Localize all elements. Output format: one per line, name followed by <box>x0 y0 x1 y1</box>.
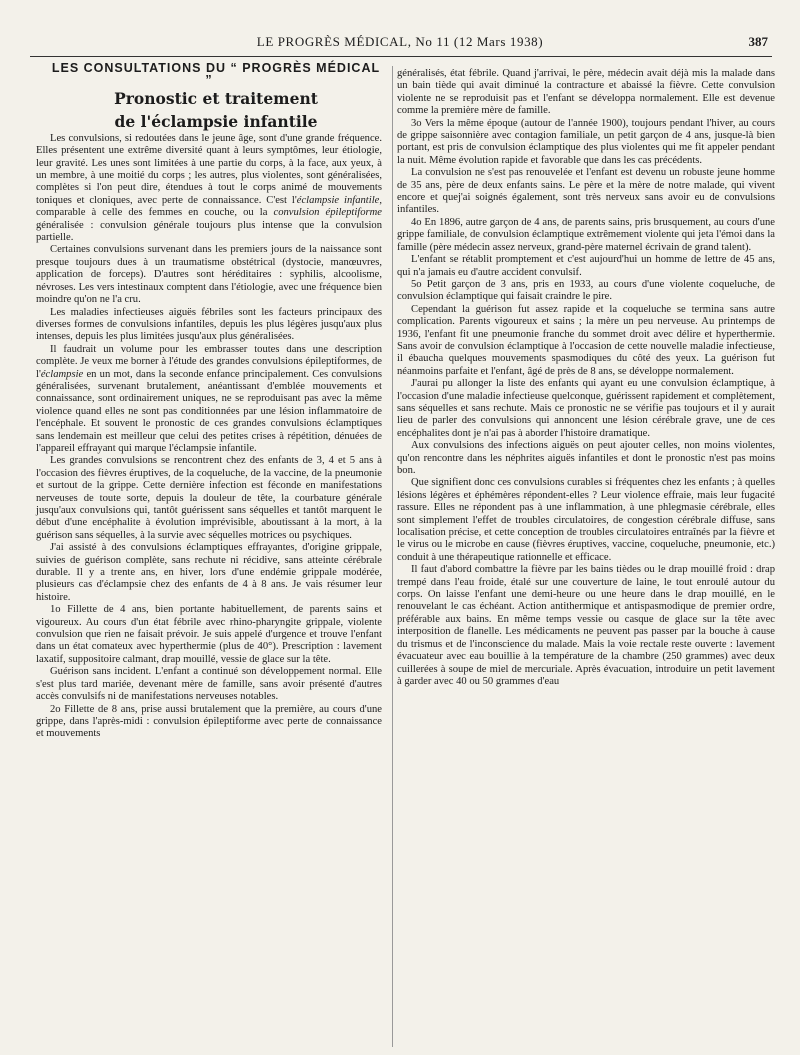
paragraph: généralisés, état fébrile. Quand j'arrivai, le père, médecin avait déjà mis la malade dans un bain tiède qui avait diminué la contracture et abaissé la fièvre. Cette convulsion violente ne se reproduisit pas et l'enfant se développa normalement. Elle est devenue comme la première mère de famille. <box>397 68 775 117</box>
header-rule <box>30 56 772 57</box>
paragraph: Les grandes convulsions se rencontrent chez des enfants de 3, 4 et 5 ans à l'occasion des fièvres éruptives, de la coqueluche, de la vaccine, de la pneumonie et surtout de la grippe. Cette dernière infection est féconde en manifestations nerveuses de toute sorte, depuis la douleur de tête, la courbature générale jusqu'aux convulsions qui, tantôt guérissent sans séquelles et tantôt marquent le début d'une encéphalite à évolution imprévisible, aboutissant à la mort, à la guérison sans séquelles, à la survie avec séquelles motrices ou psychiques. <box>36 455 382 541</box>
paragraph: 1o Fillette de 4 ans, bien portante habituellement, de parents sains et vigoureux. Au cours d'un état fébrile avec rhino-pharyngite grippale, violente convulsion que rien ne faisait prévoir. Je suis appelé d'urgence et trouve l'enfant dans un état comateux avec hyperthermie (plus de 40°). Prescription : lavement laxatif, suppositoire calmant, drap mouillé, vessie de glace sur la tête. <box>36 604 382 665</box>
column-divider <box>392 66 393 1047</box>
paragraph: 3o Vers la même époque (autour de l'année 1900), toujours pendant l'hiver, au cours de grippe saisonnière avec contagion familiale, un petit garçon de 4 ans, jusque-là bien portant, est pris de convulsion éclamptique des plus violentes qui me fit appeler pendant la nuit. Même évolution rapide et favorable que dans les cas précédents. <box>397 117 775 166</box>
paragraph: Les maladies infectieuses aiguës fébriles sont les facteurs principaux des diverses formes de convulsions infantiles, depuis les plus légères jusqu'aux plus intenses, depuis les plus limitées jusqu'aux plus généralisées. <box>36 306 382 343</box>
page-header <box>30 34 770 56</box>
paragraph: Que signifient donc ces convulsions curables si fréquentes chez les enfants ; à quelles lésions légères et éphémères répondent-elles ? Leur violence effraie, mais leur fugacité rassure. Elles ne répondent pas à une inflammation, à une phlegmasie cérébrale, elles sont simplement l'effet de troubles circulatoires, de congestion cérébrale diffuse, sans localisation précise, et cette conception de troubles circulatoires entraînés par la fièvre et le virus ou le microbe en cause (fièvres éruptives, vaccine, coqueluche, pneumonie, etc.) conduit à une thérapeutique rationnelle et efficace. <box>397 477 775 563</box>
paragraph: Certaines convulsions survenant dans les premiers jours de la naissance sont presque toujours dues à un traumatisme obstétrical (dystocie, manœuvres, application de forceps). D'autres sont héréditaires : syphilis, alcoolisme, névroses. Les vers intestinaux comptent dans l'étiologie, avec une fréquence bien moindre qu'on ne l'a cru. <box>36 244 382 306</box>
page-number: 387 <box>748 34 768 49</box>
paragraph: Guérison sans incident. L'enfant a continué son développement normal. Elle s'est plus tard mariée, devenant mère de famille, sans avoir présenté d'autres accès convulsifs ni de manifestations nerveuses notables. <box>36 666 382 703</box>
paragraph: Cependant la guérison fut assez rapide et la coqueluche se termina sans autre complication. Parents vigoureux et sains ; la mère un peu nerveuse. Au printemps de 1936, l'enfant fit une pneumonie franche du sommet droit avec délire et hyperthermie. Sans avoir de convulsion éclamptique à l'occasion de cette nouvelle maladie infectieuse, il ébaucha quelques mouvements spasmodiques du côté des yeux. La guérison fut néanmoins parfaite et l'enfant, âgé de près de 8 ans, se développe normalement. <box>397 303 775 377</box>
running-title: LE PROGRÈS MÉDICAL, No 11 (12 Mars 1938) <box>256 34 544 49</box>
paragraph: Les convulsions, si redoutées dans le jeune âge, sont d'une grande fréquence. Elles présentent une extrême diversité quant à leurs symptômes, leur étiologie, leur gravité. Les unes sont limitées à une partie du corps, à la face, aux yeux, à un membre, à une moitié du corps ; les autres, plus violentes, sont généralisées, complètes si l'on peut dire, étendues à tout le corps animé de mouvements toniques et cloniques, avec perte de connaissance. C'est l'éclampsie infantile, comparable à celle des femmes en couche, ou la convulsion épileptiforme généralisée : convulsion générale toujours plus intense que la convulsion partielle. <box>36 132 382 244</box>
paragraph: J'ai assisté à des convulsions éclamptiques effrayantes, d'origine grippale, suivies de guérison complète, sans rechute ni récidive, sans atteinte cérébrale durable. Il y a trente ans, en hiver, lors d'une endémie grippale modérée, plusieurs cas d'éclampsie chez des enfants de 4 à 8 ans. Je vais résumer leur histoire. <box>36 542 382 603</box>
paragraph: Il faudrait un volume pour les embrasser toutes dans une description complète. Je veux me borner à l'étude des grandes convulsions épileptiformes, de l'éclampsie en un mot, dans la seconde enfance principalement. Ces convulsions généralisées, survenant brutalement, anéantissant d'emblée mouvements et connaissance, sont ordinairement uniques, ne se reproduisant pas avec la même violence quand elles ne sont pas conditionnées par une lésion inflammatoire de l'encéphale. Et souvent le pronostic de ces grandes convulsions éclamptiques sans lendemain est meilleur que celui des petites crises à répétition, dénuées de l'appareil effrayant qui marque l'éclampsie infantile. <box>36 343 382 454</box>
paragraph: J'aurai pu allonger la liste des enfants qui ayant eu une convulsion éclamptique, à l'occasion d'une maladie infectieuse quelconque, guérissent rapidement et complètement, sans séquelles et sans rechute. Mais ce pronostic ne se vérifie pas toujours et il y aurait lieu de parler des convulsions qui annoncent une lésion cérébrale grave, une de ces encéphalites dont je n'ai pas à aborder l'histoire dramatique. <box>397 378 775 439</box>
article-title-line-2: de l'éclampsie infantile <box>114 111 318 131</box>
left-column <box>36 62 382 741</box>
section-banner: LES CONSULTATIONS DU “ PROGRÈS MÉDICAL ” <box>51 61 381 88</box>
paragraph: L'enfant se rétablit promptement et c'est aujourd'hui un homme de lettre de 45 ans, qui n'a jamais eu d'autre accident convulsif. <box>397 254 775 278</box>
paragraph: 5o Petit garçon de 3 ans, pris en 1933, au cours d'une violente coqueluche, de convulsion éclamptique qui faisait craindre le pire. <box>397 278 775 303</box>
article-title <box>36 87 382 133</box>
paragraph: Aux convulsions des infections aiguës on peut ajouter celles, non moins violentes, qu'on rencontre dans les néphrites aiguës infantiles et dont le pronostic n'est pas moins bon. <box>397 440 775 476</box>
paragraph: Il faut d'abord combattre la fièvre par les bains tièdes ou le drap mouillé froid : drap trempé dans l'eau froide, étalé sur une couverture de laine, le tout enroulé autour du corps. On laisse l'enfant une demi-heure ou une heure dans le drap mouillé, en le renouvelant le cas échéant. Action antithermique et antispasmodique de premier ordre, préférable aux bains. En même temps vessie ou casque de glace sur la tête avec interposition de flanelle. Les médicaments ne peuvent pas passer par la bouche à cause du trismus et de l'inconscience du malade. Mais la voie rectale reste ouverte : lavement évacuateur avec eau bouillie à la température de la chambre (250 grammes) avec deux cuillerées à soupe de miel de mercuriale. Après évacuation, introduire un petit lavement à garder avec 40 ou 50 grammes d'eau <box>397 564 775 687</box>
right-column <box>397 68 775 688</box>
paragraph: La convulsion ne s'est pas renouvelée et l'enfant est devenu un robuste jeune homme de 35 ans, père de deux enfants sains. Le père et la mère de notre malade, qui vivent encore et quej'ai soignés également, sont très nerveux sans avoir eu de convulsions infantiles. <box>397 167 775 216</box>
paragraph: 2o Fillette de 8 ans, prise aussi brutalement que la première, au cours d'une grippe, dans l'après-midi : convulsion épileptiforme avec perte de connaissance et mouvements <box>36 703 382 740</box>
paragraph: 4o En 1896, autre garçon de 4 ans, de parents sains, pris brusquement, au cours d'une grippe familiale, de convulsion éclamptique extrêmement violente qui jeta l'émoi dans la famille (père médecin assez nerveux, grand-père maternel écrivain de grand talent). <box>397 216 775 253</box>
article-title-line-1: Pronostic et traitement <box>114 88 318 108</box>
